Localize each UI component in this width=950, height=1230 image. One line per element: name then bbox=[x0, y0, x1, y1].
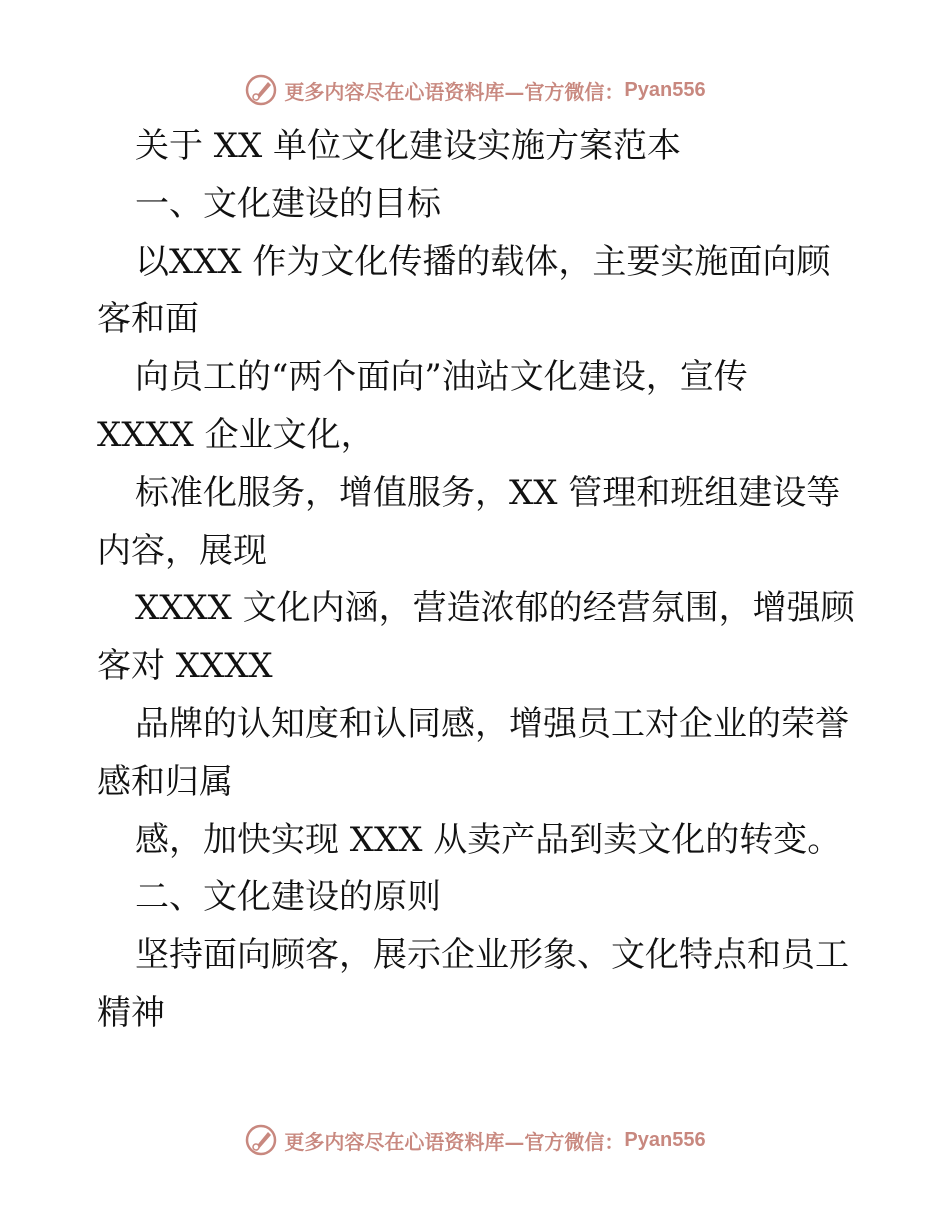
watermark-text: 更多内容尽在心语资料库—官方微信： bbox=[284, 79, 625, 104]
header-watermark bbox=[0, 70, 950, 110]
paragraph-line: 内容，展现 bbox=[97, 530, 267, 571]
paragraph-line: XXXX 企业文化， bbox=[97, 414, 375, 455]
pen-logo-icon bbox=[244, 73, 278, 107]
document-body bbox=[97, 118, 887, 1043]
paragraph-line: 客和面 bbox=[97, 299, 199, 340]
section-heading-2: 二、文化建设的原则 bbox=[135, 877, 441, 918]
paragraph-line: 客对 XXXX bbox=[97, 646, 273, 687]
paragraph-line: 以XXX 作为文化传播的载体，主要实施面向顾 bbox=[135, 241, 831, 282]
paragraph-line: 精神 bbox=[97, 992, 165, 1033]
paragraph-line: 标准化服务，增值服务，XX 管理和班组建设等 bbox=[135, 472, 841, 513]
paragraph-line: 品牌的认知度和认同感，增强员工对企业的荣誉 bbox=[135, 703, 849, 744]
paragraph-line: XXXX 文化内涵，营造浓郁的经营氛围，增强顾 bbox=[135, 588, 855, 629]
paragraph-line: 感和归属 bbox=[97, 761, 233, 802]
doc-title: 关于 XX 单位文化建设实施方案范本 bbox=[135, 126, 682, 166]
section-heading-1: 一、文化建设的目标 bbox=[135, 183, 441, 224]
paragraph-line: 向员工的“两个面向”油站文化建设，宣传 bbox=[135, 357, 748, 398]
pen-logo-icon bbox=[244, 1123, 278, 1157]
watermark-text: 更多内容尽在心语资料库—官方微信： bbox=[284, 1129, 625, 1154]
paragraph-line: 感，加快实现 XXX 从卖产品到卖文化的转变。 bbox=[135, 819, 842, 860]
paragraph-line: 坚持面向顾客，展示企业形象、文化特点和员工 bbox=[135, 935, 849, 976]
watermark-wechat-id: Pyan556 bbox=[624, 78, 706, 101]
footer-watermark bbox=[0, 1120, 950, 1160]
watermark-wechat-id: Pyan556 bbox=[624, 1128, 706, 1151]
